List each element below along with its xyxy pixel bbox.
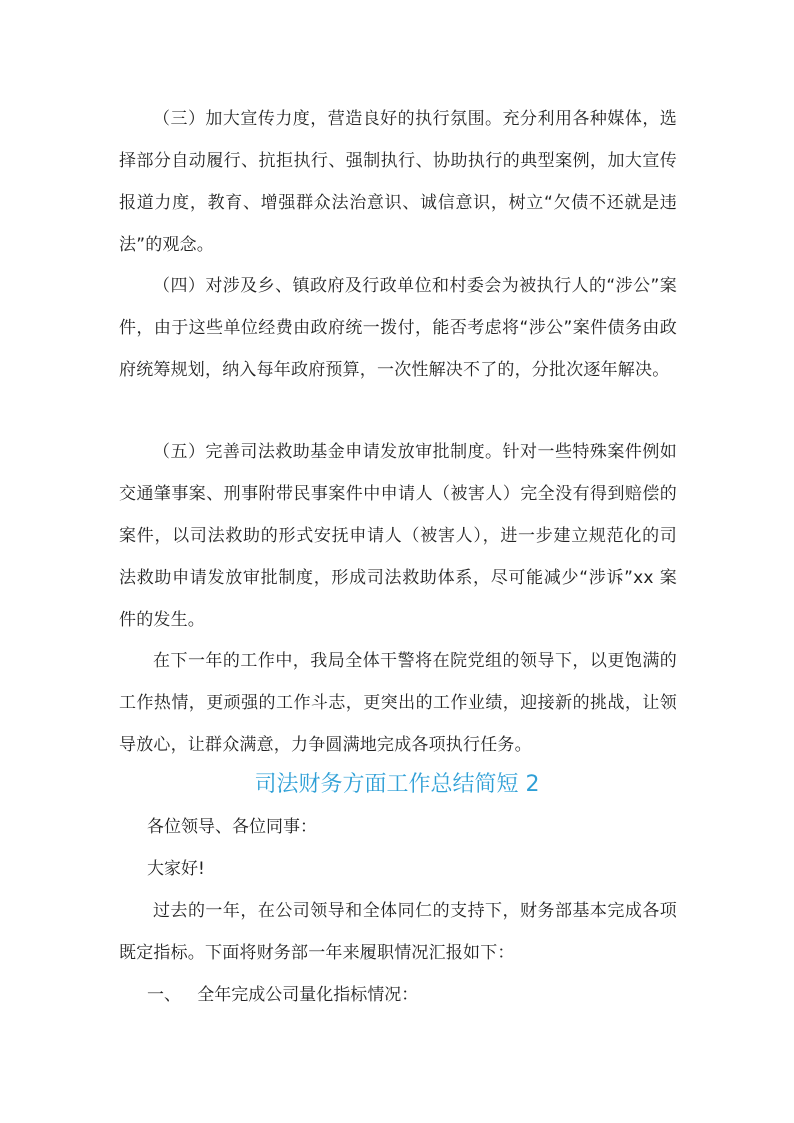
paragraph-intro: 过去的一年，在公司领导和全体同仁的支持下，财务部基本完成各项既定指标。下面将财务部一年来履职情况汇报如下：	[119, 901, 677, 963]
salutation-line: 大家好!	[147, 859, 205, 879]
list-item-quantitative-targets: 一、 全年完成公司量化指标情况：	[147, 985, 419, 1005]
paragraph-next-year: 在下一年的工作中，我局全体干警将在院党组的领导下，以更饱满的工作热情，更顽强的工作斗志，更突出的工作业绩，迎接新的挑战，让领导放心，让群众满意，力争圆满地完成各项执行任务。	[119, 651, 677, 755]
paragraph-publicity: （三）加大宣传力度，营造良好的执行氛围。充分利用各种媒体，选择部分自动履行、抗拒执行、强制执行、协助执行的典型案例，加大宣传报道力度，教育、增强群众法治意识、诚信意识，树立“欠债不还就是违法”的观念。	[119, 109, 677, 255]
greeting-line: 各位领导、各位同事：	[147, 817, 317, 837]
paragraph-government-cases: （四）对涉及乡、镇政府及行政单位和村委会为被执行人的“涉公”案件，由于这些单位经费由政府统一拨付，能否考虑将“涉公”案件债务由政府统筹规划，纳入每年政府预算，一次性解决不了的，分批次逐年解决。	[119, 276, 677, 380]
section-title: 司法财务方面工作总结简短 2	[254, 772, 540, 797]
paragraph-judicial-aid: （五）完善司法救助基金申请发放审批制度。针对一些特殊案件例如交通肇事案、刑事附带民事案件中申请人（被害人）完全没有得到赔偿的案件，以司法救助的形式安抚申请人（被害人），进一步建立规范化的司法救助申请发放审批制度，形成司法救助体系，尽可能减少“涉诉”xx 案件的发生。	[119, 442, 677, 630]
